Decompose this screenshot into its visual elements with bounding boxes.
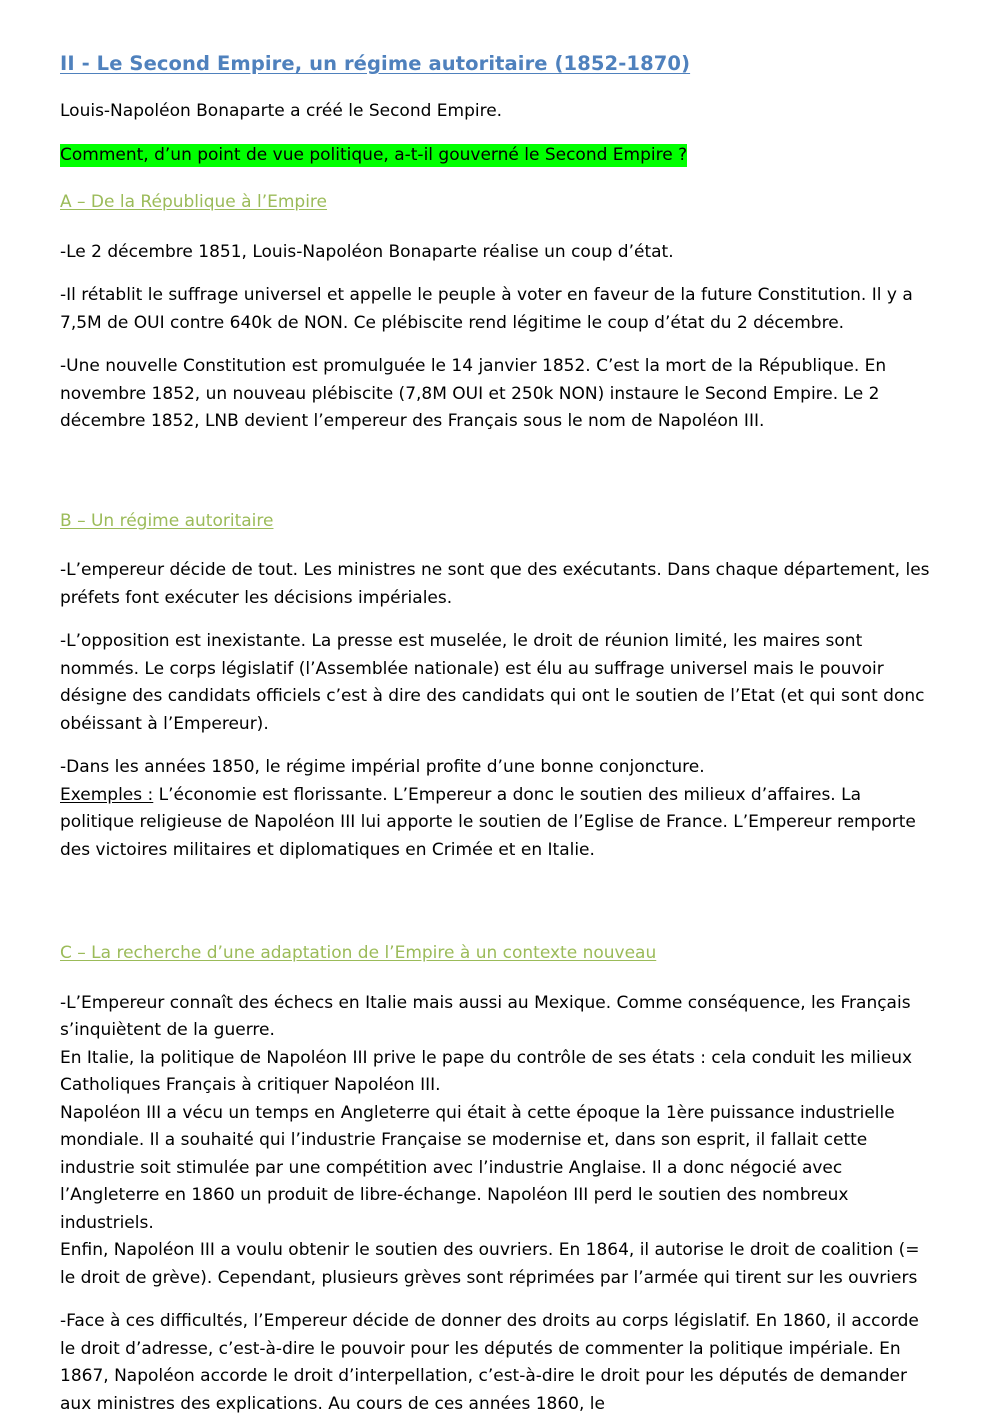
section-c-paragraph-4: Enfin, Napoléon III a voulu obtenir le soutien des ouvriers. En 1864, il autorise le droit de coalition (= le droit de grève). Cependant, plusieurs grèves sont réprimées par l’armée qui tirent sur les ouvriers bbox=[60, 1240, 920, 1288]
section-c bbox=[60, 940, 935, 1418]
section-a-heading: A – De la République à l’Empire bbox=[60, 192, 328, 213]
highlighted-question-text: Comment, d’un point de vue politique, a-t-il gouverné le Second Empire ? bbox=[60, 144, 688, 165]
section-c-paragraph-1: -L’Empereur connaît des échecs en Italie mais aussi au Mexique. Comme conséquence, les Français s’inquiètent de la guerre. bbox=[60, 992, 911, 1041]
section-c-heading-row bbox=[60, 940, 935, 990]
section-b-paragraph-2: -L’opposition est inexistante. La presse est muselée, le droit de réunion limité, les maires sont nommés. Le corps législatif (l’Assemblée nationale) est élu au suffrage universel mais le pouvoir désigne des candidats officiels c’est à dire des candidats qui ont le soutien de l’Etat (et qui sont donc obéissant à l’Empereur). bbox=[60, 631, 925, 734]
spacer-before-section-b bbox=[60, 452, 935, 508]
section-b-examples-block bbox=[60, 754, 935, 864]
section-c-paragraph-5: -Face à ces difficultés, l’Empereur décide de donner des droits au corps législatif. En 1860, il accorde le droit d’adresse, c’est-à-dire le pouvoir pour les députés de commenter la politique impériale. En 1867, Napoléon accorde le droit d’interpellation, c’est-à-dire le droit pour les députés de demander aux ministres des explications. Au cours de ces années 1860, le bbox=[60, 1311, 919, 1414]
section-b-paragraph-1: -L’empereur décide de tout. Les ministres ne sont que des exécutants. Dans chaque département, les préfets font exécuter les décisions impériales. bbox=[60, 560, 930, 608]
section-b-paragraph-3: -Dans les années 1850, le régime impérial profite d’une bonne conjoncture. bbox=[60, 757, 705, 778]
section-c-heading: C – La recherche d’une adaptation de l’Empire à un contexte nouveau bbox=[60, 943, 657, 964]
section-c-running-block bbox=[60, 990, 935, 1293]
section-a-paragraph-3: -Une nouvelle Constitution est promulguée le 14 janvier 1852. C’est la mort de la République. En novembre 1852, un nouveau plébiscite (7,8M OUI et 250k NON) instaure le Second Empire. Le 2 décembre 1852, LNB devient l’empereur des Français sous le nom de Napoléon III. bbox=[60, 356, 887, 432]
section-b-examples-line bbox=[60, 782, 935, 865]
page-title: II - Le Second Empire, un régime autoritaire (1852-1870) bbox=[60, 52, 691, 75]
section-a-paragraph-1: -Le 2 décembre 1851, Louis-Napoléon Bonaparte réalise un coup d’état. bbox=[60, 241, 674, 262]
section-c-paragraph-2: En Italie, la politique de Napoléon III prive le pape du contrôle de ses états : cela conduit les milieux Catholiques Français à critiquer Napoléon III. bbox=[60, 1047, 913, 1096]
section-b-heading-row bbox=[60, 508, 935, 558]
section-b-heading: B – Un régime autoritaire bbox=[60, 510, 274, 531]
intro-paragraph: Louis-Napoléon Bonaparte a créé le Second Empire. bbox=[60, 101, 503, 122]
section-a bbox=[60, 189, 935, 436]
guiding-question bbox=[60, 142, 935, 170]
section-b bbox=[60, 508, 935, 865]
examples-text: L’économie est florissante. L’Empereur a donc le soutien des milieux d’affaires. La politique religieuse de Napoléon III lui apporte le soutien de l’Eglise de France. L’Empereur remporte des victoires militaires et diplomatiques en Crimée et en Italie. bbox=[60, 784, 916, 860]
section-c-paragraph-3: Napoléon III a vécu un temps en Angleterre qui était à cette époque la 1ère puissance industrielle mondiale. Il a souhaité qui l’industrie Française se modernise et, dans son esprit, il fallait cette industrie soit stimulée par une compétition avec l’industrie Anglaise. Il a donc négocié avec l’Angleterre en 1860 un produit de libre-échange. Napoléon III perd le soutien des nombreux industriels. bbox=[60, 1102, 895, 1233]
examples-label: Exemples : bbox=[60, 784, 154, 805]
spacer-before-section-c bbox=[60, 880, 935, 940]
section-a-heading-row bbox=[60, 189, 935, 239]
section-a-paragraph-2: -Il rétablit le suffrage universel et appelle le peuple à voter en faveur de la future Constitution. Il y a 7,5M de OUI contre 640k de NON. Ce plébiscite rend légitime le coup d’état du 2 décembre. bbox=[60, 285, 913, 333]
